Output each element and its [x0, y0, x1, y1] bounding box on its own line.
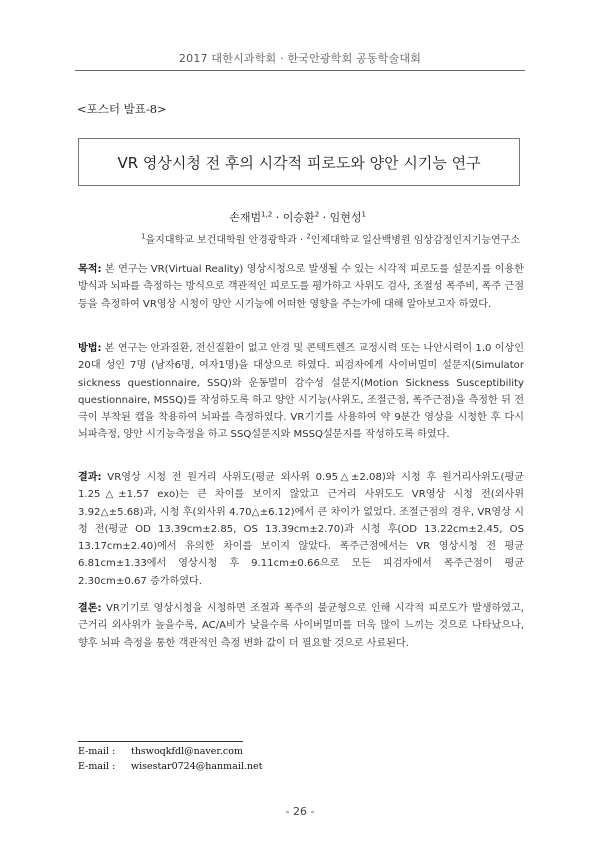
email-list: [78, 744, 262, 774]
author-3-affil: 1: [361, 210, 366, 219]
section-conclusion: [78, 600, 524, 652]
running-header: 2017 대한시과학회 · 한국안광학회 공동학술대회: [178, 52, 422, 65]
author-2: · 이승환: [272, 211, 315, 224]
section-purpose: [78, 261, 524, 313]
page-number: - 26 -: [285, 805, 315, 818]
email-label: E-mail :: [78, 746, 116, 757]
paper-title: [78, 138, 520, 186]
conclusion-label: 결론:: [78, 603, 102, 614]
affiliations: [141, 231, 520, 246]
author-2-affil: 2: [314, 210, 320, 219]
affil-1-mark: 1: [141, 232, 146, 241]
email-address[interactable]: wisestar0724@hanmail.net: [131, 761, 263, 772]
author-1-affil: 1,2: [261, 210, 273, 219]
email-label: E-mail :: [78, 761, 116, 772]
paper-title-text: VR 영상시청 전 후의 시각적 피로도와 양안 시기능 연구: [117, 153, 481, 172]
email-row: [78, 759, 262, 774]
affil-1: 을지대학교 보건대학원 안경광학과 ·: [145, 235, 307, 246]
section-method: [78, 340, 524, 444]
purpose-label: 목적:: [78, 264, 102, 275]
header-rule: [75, 70, 525, 71]
purpose-text: 본 연구는 VR(Virtual Reality) 영상시청으로 발생될 수 있는 시각적 피로도를 설문지를 이용한 방식과 뇌파를 측정하는 방식으로 객관적인 피로도를 평가하고 사위도 검사, 조절성 폭주비, 폭주 근점 등을 측정하여 VR영상 시청이 양안 시기능에 어떠한 영향을 주는가에 대해 알아보고자 하였다.: [78, 264, 524, 310]
method-text: 본 연구는 안과질환, 전신질환이 없고 안경 및 콘택트렌즈 교정시력 또는 나안시력이 1.0 이상인 20대 성인 7명 (남자6명, 여자1명)을 대상으로 하였다. 피검자에게 사이버멀미 설문지(Simulator sickness questionnaire, SSQ)와 운동멀미 감수성 설문지(Motion Sickness Susceptibility questionnaire, MSSQ)를 작성하도록 하고 양안 시기능(사위도, 조절근점, 폭주근점)을 측정한 뒤 전극이 부착된 캡을 착용하여 뇌파를 측정하였다. VR기기를 사용하여 약 9분간 영상을 시청한 후 다시 뇌파측정, 양안 시기능측정을 하고 SSQ설문지와 MSSQ설문지를 작성하도록 하였다.: [78, 343, 524, 441]
author-list: [229, 209, 366, 225]
author-3: · 임현성: [319, 211, 362, 224]
email-address[interactable]: thswoqkfdl@naver.com: [131, 746, 243, 757]
affil-2: 인제대학교 일산백병원 임상감정인지기능연구소: [310, 235, 520, 246]
author-1: 손재범: [229, 211, 262, 224]
result-label: 결과:: [78, 472, 102, 483]
footnote-rule: [78, 741, 243, 742]
conclusion-text: VR기기로 영상시청을 시청하면 조절과 폭주의 불균형으로 인해 시각적 피로도가 발생하였고, 근거리 외사위가 높을수록, AC/A비가 낮을수록 사이버멀미를 더욱 많이 느끼는 것으로 나타났으나, 향후 뇌파 측정을 통한 객관적인 측정 변화 값이 더 필요할 것으로 사료된다.: [78, 603, 524, 649]
section-result: [78, 469, 524, 590]
method-label: 방법:: [78, 343, 102, 354]
affil-2-mark: 2: [306, 232, 311, 241]
result-text: VR영상 시청 전 원거리 사위도(평균 외사위 0.95△±2.08)와 시청 후 원거리사위도(평균 1.25△±1.57 exo)는 큰 차이를 보이지 않았고 근거리 사위도도 VR영상 시청 전(외사위3.92△±5.68)과, 시청 후(외사위 4.70△±6.12)에서 큰 차이가 없었다. 조절근점의 경우, VR영상 시청 전(평균 OD 13.39cm±2.85, OS 13.39cm±2.70)과 시청 후(OD 13.22cm±2.45, OS 13.17cm±2.40)에서 유의한 차이를 보이지 않았다. 폭주근점에서는 VR 영상시청 전 평균 6.81cm±1.33에서 영상시청 후 9.11cm±0.66으로 모든 피검자에서 폭주근점이 평균 2.30cm±0.67 증가하였다.: [78, 472, 524, 587]
poster-label: <포스터 발표-8>: [77, 102, 167, 116]
email-row: [78, 744, 262, 759]
